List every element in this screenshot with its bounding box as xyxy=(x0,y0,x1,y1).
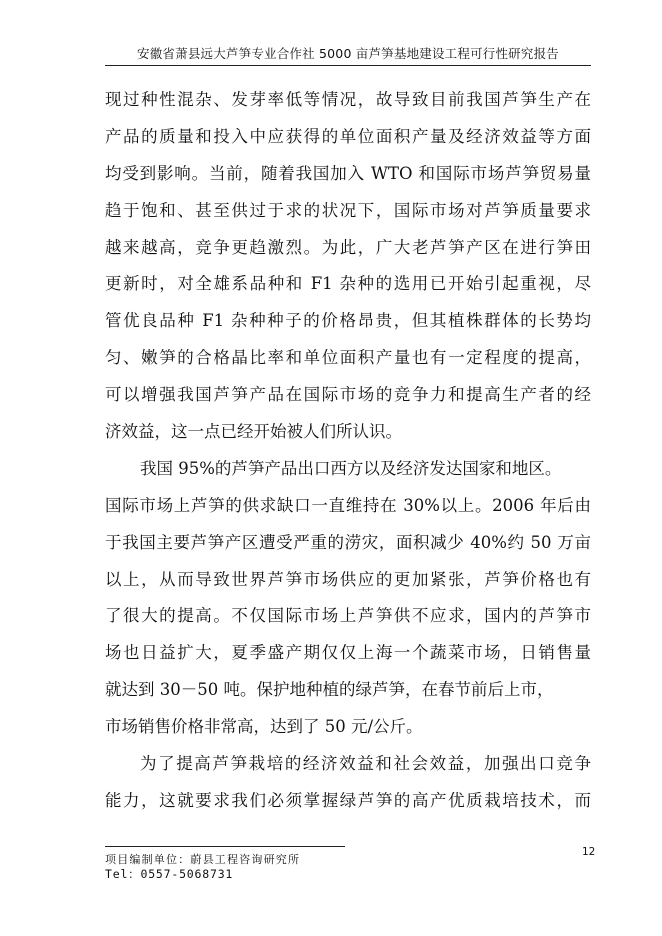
text-line: 均受到影响。当前，随着我国加入 WTO 和国际市场芦笋贸易量 xyxy=(105,163,591,183)
text-line: 济效益，这一点已经开始被人们所认识。 xyxy=(105,422,402,442)
text-line: 可以增强我国芦笋产品在国际市场的竞争力和提高生产者的经 xyxy=(105,385,591,405)
text-line: 就达到 30－50 吨。保护地种植的绿芦笋，在春节前后上市， xyxy=(105,680,554,700)
header-divider xyxy=(105,65,591,66)
paragraph-1 xyxy=(105,82,591,451)
text-line: 市场销售价格非常高，达到了 50 元/公斤。 xyxy=(105,717,423,737)
text-line: 管优良品种 F1 杂种种子的价格昂贵，但其植株群体的长势均 xyxy=(105,311,591,331)
page-header: 安徽省萧县远大芦笋专业合作社 5000 亩芦笋基地建设工程可行性研究报告 xyxy=(137,46,559,61)
text-line: 国际市场上芦笋的供求缺口一直维持在 30%以上。2006 年后由 xyxy=(105,495,591,515)
text-line: 为了提高芦笋栽培的经济效益和社会效益，加强出口竞争 xyxy=(140,754,591,774)
text-line: 匀、嫩笋的合格晶比率和单位面积产量也有一定程度的提高， xyxy=(105,348,591,368)
paragraph-2 xyxy=(105,451,591,746)
text-line: 我国 95%的芦笋产品出口西方以及经济发达国家和地区。 xyxy=(140,458,562,478)
text-line: 更新时，对全雄系品种和 F1 杂种的选用已开始引起重视，尽 xyxy=(105,274,591,294)
text-line: 以上，从而导致世界芦笋市场供应的更加紧张，芦笋价格也有 xyxy=(105,569,591,589)
text-line: 了很大的提高。不仅国际市场上芦笋供不应求，国内的芦笋市 xyxy=(105,606,591,626)
body-text xyxy=(105,82,591,820)
footer-telephone: Tel：0557-5068731 xyxy=(105,867,234,881)
text-line: 产品的质量和投入中应获得的单位面积产量及经济效益等方面 xyxy=(105,126,591,146)
text-line: 场也日益扩大，夏季盛产期仅仅上海一个蔬菜市场，日销售量 xyxy=(105,643,591,663)
text-line: 能力，这就要求我们必须掌握绿芦笋的高产优质栽培技术，而 xyxy=(105,790,591,810)
footer-organization: 项目编制单位：蔚县工程咨询研究所 xyxy=(105,853,301,866)
text-line: 越来越高，竞争更趋激烈。为此，广大老芦笋产区在进行笋田 xyxy=(105,237,591,257)
text-line: 现过种性混杂、发芽率低等情况，故导致目前我国芦笋生产在 xyxy=(105,90,591,109)
page-number: 12 xyxy=(582,846,596,858)
paragraph-3 xyxy=(105,746,591,820)
text-line: 趋于饱和、甚至供过于求的状况下，国际市场对芦笋质量要求 xyxy=(105,200,591,220)
text-line: 于我国主要芦笋产区遭受严重的涝灾，面积减少 40%约 50 万亩 xyxy=(105,532,591,552)
footer-divider xyxy=(105,846,345,847)
